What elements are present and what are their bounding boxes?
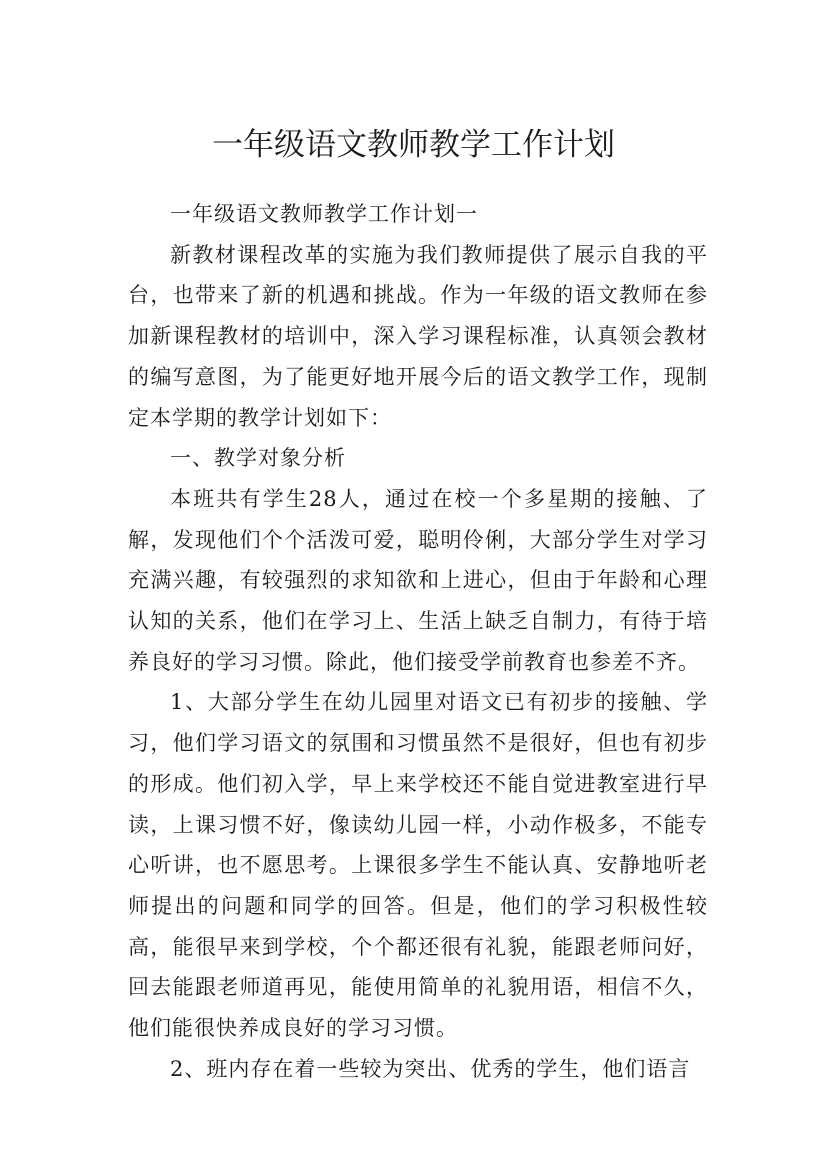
point-1-paragraph: 1、大部分学生在幼儿园里对语文已有初步的接触、学习，他们学习语文的氛围和习惯虽然不是很好，但也有初步的形成。他们初入学，早上来学校还不能自觉进教室进行早读，上课习惯不好，像读幼儿园一样，小动作极多，不能专心听讲，也不愿思考。上课很多学生不能认真、安静地听老师提出的问题和同学的回答。但是，他们的学习积极性较高，能很早来到学校，个个都还很有礼貌，能跟老师问好，回去能跟老师道再见，能使用简单的礼貌用语，相信不久，他们能很快养成良好的学习习惯。 <box>128 690 708 1041</box>
document-body <box>128 194 708 1089</box>
document-title: 一年级语文教师教学工作计划 <box>212 126 615 163</box>
subtitle-paragraph: 一年级语文教师教学工作计划一 <box>170 202 478 226</box>
point-2-paragraph: 2、班内存在着一些较为突出、优秀的学生，他们语言 <box>170 1056 691 1081</box>
section-heading-analysis: 一、教学对象分析 <box>170 446 346 471</box>
intro-paragraph: 新教材课程改革的实施为我们教师提供了展示自我的平台，也带来了新的机遇和挑战。作为一年级的语文教师在参加新课程教材的培训中，深入学习课程标准，认真领会教材的编写意图，为了能更好地开展今后的语文教学工作，现制定本学期的教学计划如下： <box>128 242 708 430</box>
class-overview-paragraph: 本班共有学生28人，通过在校一个多星期的接触、了解，发现他们个个活泼可爱，聪明伶俐，大部分学生对学习充满兴趣，有较强烈的求知欲和上进心，但由于年龄和心理认知的关系，他们在学习上、生活上缺乏自制力，有待于培养良好的学习习惯。除此，他们接受学前教育也参差不齐。 <box>128 486 708 674</box>
